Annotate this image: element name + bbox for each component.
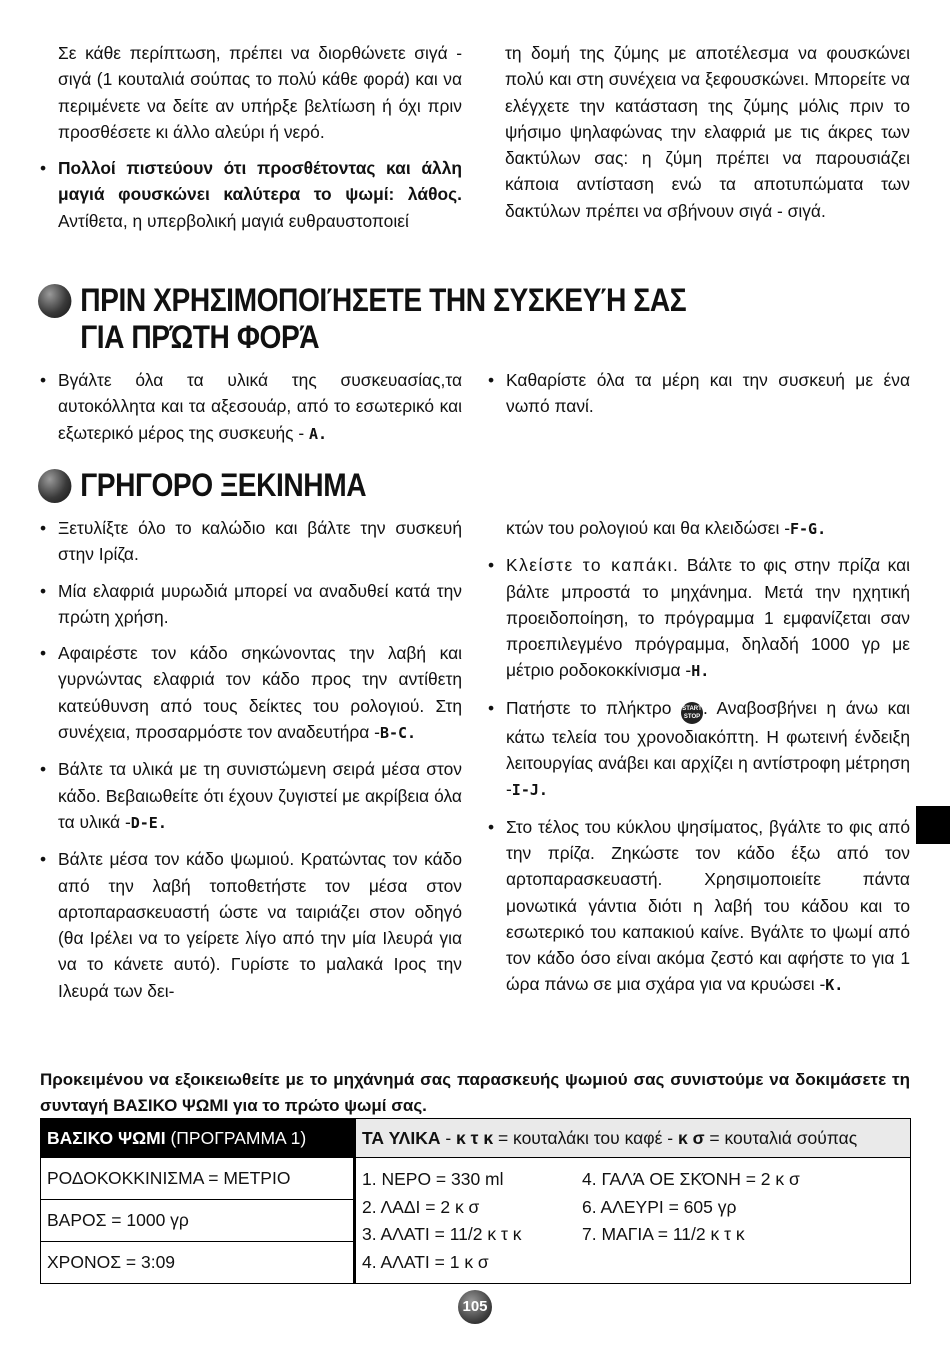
text: = κουταλάκι του καφέ - — [493, 1127, 678, 1148]
top-left-column — [40, 40, 462, 234]
text: Βγάλτε όλα τα υλικά της συσκευασίας,τα αυτοκόλλητα και τα αξεσουάρ, από το εσωτερικό και εξωτερικό μέρος της συσκευής - — [58, 370, 462, 443]
abbr: κ τ κ — [456, 1127, 494, 1148]
top-right-column — [505, 40, 910, 224]
table-cell: ΒΑΡΟΣ = 1000 γρ — [41, 1200, 355, 1242]
bullet-ball-icon — [38, 284, 71, 318]
section1-left — [40, 367, 462, 447]
ingredient-item: 1. ΝΕΡΟ = 330 ml — [362, 1169, 504, 1189]
text: Στο τέλος του κύκλου ψησίματος, βγάλτε το φις από την πρίζα. Ζηκώστε τον κάδο έξω από τον αρτοπαρασκευαστή. Χρησιμοποιείτε πάντα μονωτικά γάντια διότι η λαβή του κάδου και το εσωτερικό του καπακιού καίνε. Βγάλτε το ψωμί από τον κάδο όσο είναι ακόμα ζεστό και αφήστε το για 1 ώρα πάνω σε μια σχάρα για να κρυώσει - — [506, 816, 910, 995]
ingredient-item: 3. ΑΛΑΤΙ = 11/2 κ τ κ — [362, 1224, 522, 1244]
recipe-title-cell — [41, 1119, 355, 1158]
figure-ref: B-C. — [379, 724, 417, 743]
section-heading-first-use — [38, 282, 686, 356]
recipe-title: ΒΑΣΙΚΟ ΨΩΜΙ — [47, 1127, 166, 1148]
figure-ref: I-J. — [511, 781, 548, 800]
list-item — [488, 814, 910, 999]
heading-line: ΠΡΙΝ ΧΡΗΣΙΜΟΠΟΙΉΣΕΤΕ ΤΗΝ ΣΥΣΚΕΥΉ ΣΑΣ — [80, 282, 687, 318]
text: = κουταλιά σούπας — [704, 1127, 858, 1148]
heading-line: ΓΡΗΓΟΡΟ ΞΕΚΙΝΗΜΑ — [80, 467, 367, 503]
heading-line: ΓΙΑ ΠΡΏΤΗ ΦΟΡΆ — [80, 319, 320, 355]
recipe-table — [40, 1118, 911, 1284]
recipe-program: (ΠΡΟΓΡΑΜΜΑ 1) — [165, 1127, 307, 1148]
ingredient-item: 7. ΜΑΓΙΑ = 11/2 κ τ κ — [582, 1224, 745, 1244]
list-item — [40, 367, 462, 447]
ingredient-item — [582, 1249, 882, 1277]
ingredients-header — [355, 1119, 911, 1158]
text: κτών του ρολογιού και θα κλειδώσει - — [506, 518, 790, 538]
section2-right — [488, 515, 910, 999]
paragraph: Σε κάθε περίπτωση, πρέπει να διορθώνετε σιγά - σιγά (1 κουταλιά σούπας το πολύ κάθε φορά) και να περιμένετε να δείτε αν υπήρξε βελτίωση ή όχι πριν προσθέσετε κι άλλο αλεύρι ή νερό. — [58, 43, 462, 142]
section1-right — [488, 367, 910, 420]
list-item: • Βάλτε μέσα τον κάδο ψωμιού. Κρατώντας τον κάδο από την λαβή τοποθετήστε τον μέσα στον αρτοπαρασκευαστή ώστε να ταιριάζει στον οδηγό (θα Ιρέλει να το γείρετε λίγο από την μία Ιλευρά για να το κάνετε αυτό). Γυρίστε το μαλακά Ιρος την Ιλευρά των δει- — [40, 846, 462, 1004]
start-stop-icon — [681, 702, 703, 724]
text: Βάλτε το φις στην πρίζα και βάλτε μπροστά το μηχάνημα. Μετά την ηχητική προειδοποίηση, το πρόγραμμα 1 εμφανίζεται σαν προεπιλεγμένο πρόγραμμα, δηλαδή 1000 γρ με μέτριο ροδοκοκκίνισμα - — [506, 555, 910, 681]
icon-label: START — [682, 705, 702, 712]
ingredients-list — [355, 1158, 911, 1284]
figure-ref: H. — [691, 662, 710, 681]
table-cell: ΧΡΟΝΟΣ = 3:09 — [41, 1242, 355, 1284]
list-item: • Μία ελαφριά μυρωδιά μπορεί να αναδυθεί κατά την πρώτη χρήση. — [40, 578, 462, 631]
text: . Αναβοσβήνει η άνω και κάτω τελεία του χρονοδιακόπτη. Η φωτεινή ένδειξη λειτουργίας ανάβει και αρχίζει η αντίστροφη μέτρηση - — [506, 697, 910, 800]
list-item — [40, 640, 462, 746]
page-number: 105 — [458, 1290, 492, 1324]
section2-left — [40, 515, 462, 1004]
bold-text: Πολλοί πιστεύουν ότι προσθέτοντας και άλλη μαγιά φουσκώνει καλύτερα το ψωμί: λάθος. — [58, 158, 462, 205]
text: Πατήστε το πλήκτρο — [506, 697, 682, 718]
recipe-intro: Προκειμένου να εξοικειωθείτε με το μηχάνημά σας παρασκευής ψωμιού σας συνιστούμε να δοκιμάσετε τη συνταγή ΒΑΣΙΚΟ ΨΩΜΙ για το πρώτο ψωμί σας. — [40, 1070, 910, 1115]
list-item: • Καθαρίστε όλα τα μέρη και την συσκευή με ένα νωπό πανί. — [488, 367, 910, 420]
ingredient-item: 6. ΑΛΕΥΡΙ = 605 γρ — [582, 1196, 737, 1217]
text: Αντίθετα, η υπερβολική μαγιά ευθραυστοποιεί — [58, 210, 409, 231]
text: Αφαιρέστε τον κάδο σηκώνοντας την λαβή και γυρνώντας ελαφριά τον κάδο προς την αντίθετη κατεύθυνση από τους δείκτες του ρολογιού. Στη συνέχεια, προσαρμόστε τον αναδευτήρα - — [58, 643, 462, 743]
figure-ref: D-E. — [130, 813, 167, 832]
text: Βάλτε τα υλικά με τη συνιστώμενη σειρά μέσα στον κάδο. Βεβαιωθείτε ότι έχουν ζυγιστεί με ακρίβεια όλα τα υλικά - — [58, 759, 462, 832]
ingredient-item: 2. ΛΑΔΙ = 2 κ σ — [362, 1196, 480, 1217]
ingredient-item: 4. ΓΑΛΆ ΟΕ ΣΚΌΝΗ = 2 κ σ — [582, 1169, 800, 1189]
figure-ref: K. — [825, 976, 844, 995]
list-item — [40, 756, 462, 836]
text: - — [440, 1127, 457, 1148]
section-heading-quick-start — [38, 467, 366, 504]
list-item — [40, 155, 462, 234]
ingredients-title: ΤΑ ΥΛΙΚΑ — [362, 1127, 441, 1148]
table-cell: ΡΟΔΟΚΟΚΚΙΝΙΣΜΑ = ΜΕΤΡΙΟ — [41, 1158, 355, 1200]
list-item: • Ξετυλίξτε όλο το καλώδιο και βάλτε την συσκευή στην Ιρίζα. — [40, 515, 462, 568]
icon-label: STOP — [683, 713, 701, 720]
figure-ref: A. — [308, 424, 328, 443]
paragraph — [488, 515, 910, 542]
chapter-tab — [916, 806, 950, 844]
lead-text: Κλείστε το καπάκι. — [506, 555, 680, 576]
ingredient-item: 4. ΑΛΑΤΙ = 1 κ σ — [362, 1251, 489, 1272]
list-item — [488, 695, 910, 804]
paragraph: τη δομή της ζύμης με αποτέλεσμα να φουσκώνει πολύ και στη συνέχεια να ξεφουσκώνει. Μπορείτε να ελέγχετε την κατάσταση της ζύμης μόλις πριν το ψήσιμο ψηλαφώνας την ελαφριά με τις άκρες των δακτύλων σας: η ζύμη πρέπει να παρουσιάζει κάποια αντίσταση ενώ τα αποτυπώματα των δακτύλων πρέπει να σβήνουν σιγά - σιγά. — [505, 43, 910, 221]
list-item — [488, 552, 910, 684]
abbr: κ σ — [677, 1127, 705, 1148]
figure-ref: F-G. — [790, 520, 827, 538]
bullet-ball-icon — [38, 469, 71, 503]
